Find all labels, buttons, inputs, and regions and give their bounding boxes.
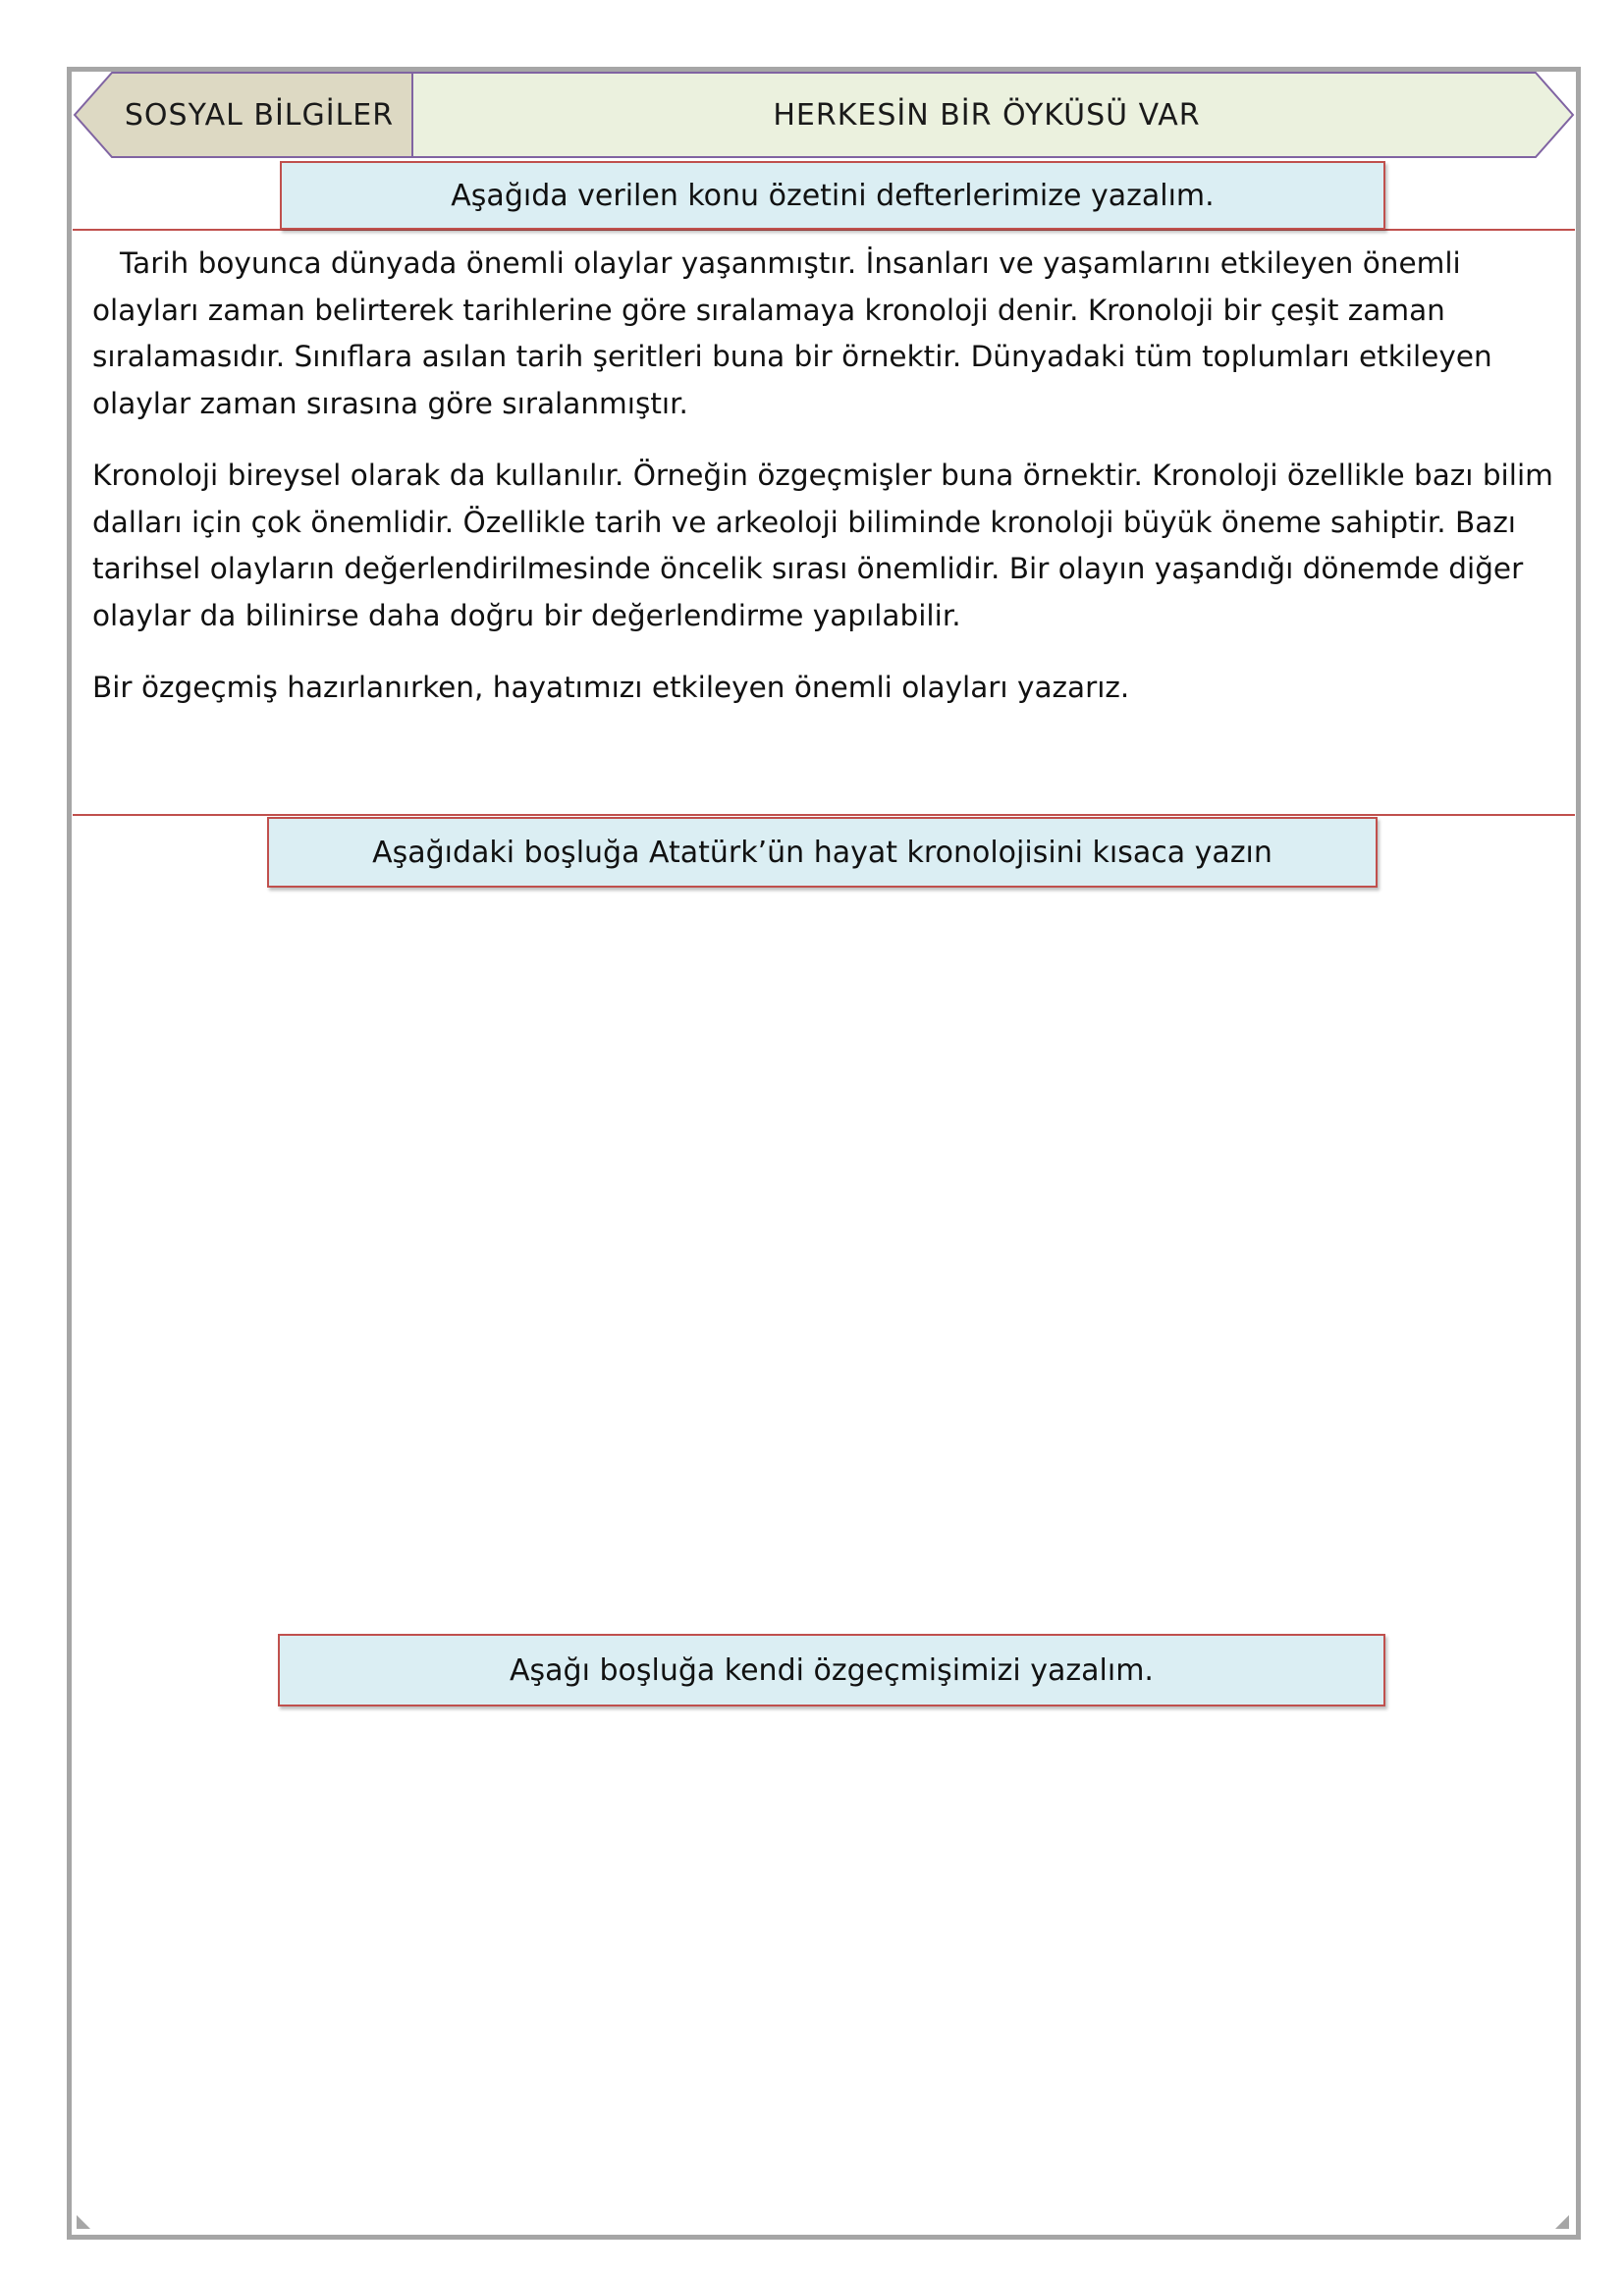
summary-paragraph-3: Bir özgeçmiş hazırlanırken, hayatımızı etkileyen önemli olayları yazarız. bbox=[92, 671, 1130, 704]
frame-corner-bottom-right bbox=[1555, 2215, 1569, 2229]
ataturk-heading: Aşağıdaki boşluğa Atatürk’ün hayat kronolojisini kısaca yazın bbox=[372, 835, 1272, 870]
resume-heading-box bbox=[278, 1634, 1385, 1706]
ataturk-heading-box bbox=[267, 817, 1378, 888]
summary-heading-box bbox=[280, 161, 1385, 230]
summary-paragraph-1: Tarih boyunca dünyada önemli olaylar yaşanmıştır. İnsanları ve yaşamlarını etkileyen önemli olayları zaman belirterek tarihlerine göre sıralamaya kronoloji denir. Kronoloji bir çeşit zaman sıralamasıdır. Sınıflara asılan tarih şeritleri buna bir örnektir. Dünyadaki tüm toplumları etkileyen olaylar zaman sırasına göre sıralanmıştır. bbox=[92, 246, 1492, 420]
header-subject: SOSYAL BİLGİLER bbox=[124, 97, 395, 133]
frame-corner-bottom-left bbox=[77, 2215, 90, 2229]
header-title: HERKESİN BİR ÖYKÜSÜ VAR bbox=[773, 97, 1201, 133]
summary-paragraph-2: Kronoloji bireysel olarak da kullanılır. Örneğin özgeçmişler buna örnektir. Kronoloji özellikle bazı bilim dalları için çok önemlidir. Özellikle tarih ve arkeoloji biliminde kronoloji büyük öneme sahiptir. Bazı tarihsel olayların değerlendirilmesinde öncelik sırası önemlidir. Bir olayın yaşandığı dönemde diğer olaylar da bilinirse daha doğru bir değerlendirme yapılabilir. bbox=[92, 459, 1553, 632]
section-divider-bottom bbox=[73, 814, 1575, 816]
summary-heading: Aşağıda verilen konu özetini defterlerimize yazalım. bbox=[451, 178, 1215, 213]
resume-heading: Aşağı boşluğa kendi özgeçmişimizi yazalım. bbox=[510, 1652, 1154, 1688]
summary-text bbox=[92, 241, 1557, 712]
